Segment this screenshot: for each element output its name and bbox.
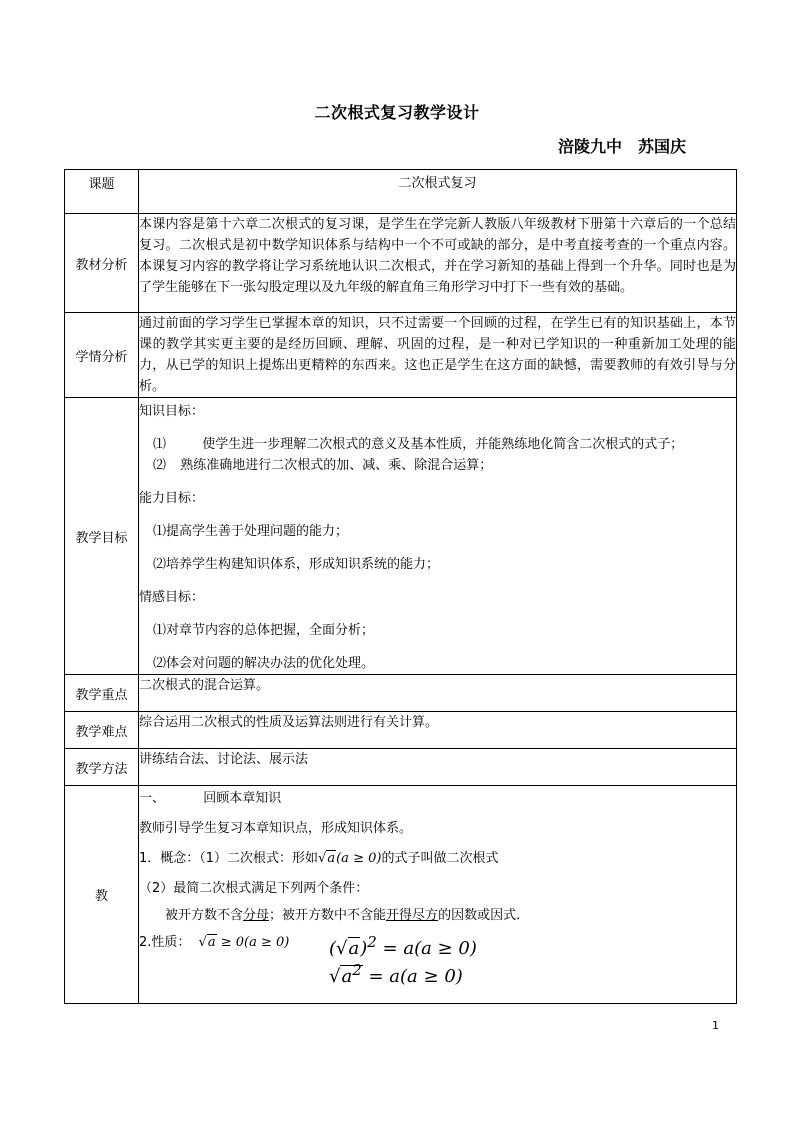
students-label: 学情分析 xyxy=(65,313,139,398)
topic-label: 课题 xyxy=(65,170,139,214)
term-perfect-square: 开得尽方 xyxy=(386,908,439,923)
difficulty-label: 教学难点 xyxy=(65,712,139,749)
table-row-key-point xyxy=(65,675,737,712)
knowledge-item-2-text: 熟练准确地进行二次根式的加、减、乘、除混合运算； xyxy=(180,458,493,473)
table-row-difficulty xyxy=(65,712,737,749)
section-title: 回顾本章知识 xyxy=(203,791,282,806)
material-text: 本课内容是第十六章二次根式的复习课，是学生在学完新人教版八年级教材下册第十六章后的一个总结复习。二次根式是初中数学知识体系与结构中一个不可或缺的部分，是中考直接考查的一个重点内容。本课复习内容的教学将让学习系统地认识二次根式，并在学习新知的基础上得到一个升华。同时也是为了学生能够在下一张勾股定理以及九年级的解直角三角形学习中打下一些有效的基础。 xyxy=(139,214,737,313)
process-label: 教 xyxy=(65,786,139,1004)
table-row-material xyxy=(65,214,737,313)
knowledge-item-2 xyxy=(139,455,736,476)
concept-line xyxy=(139,848,736,869)
knowledge-item-1 xyxy=(139,434,736,455)
term-denominator: 分母 xyxy=(243,908,270,923)
section-number: 一、 xyxy=(139,791,166,806)
sqrt-a-formula: √a(a ≥ 0) xyxy=(318,851,382,866)
students-text: 通过前面的学习学生已掌握本章的知识，只不过需要一个回顾的过程，在学生已有的知识基础上，本节课的教学其实更主要的是经历回顾、理解、巩固的过程，是一种对已学知识的一种重新加工处理的能力，从已学的知识上提炼出更精粹的东西来。这也正是学生在这方面的缺憾，需要教师的有效引导与分析。 xyxy=(139,313,737,398)
material-label: 教材分析 xyxy=(65,214,139,313)
table-row-method xyxy=(65,749,737,786)
goals-label: 教学目标 xyxy=(65,398,139,675)
topic-value: 二次根式复习 xyxy=(139,170,737,214)
ability-item-1: ⑴提高学生善于处理问题的能力； xyxy=(153,524,349,539)
process-intro: 教师引导学生复习本章知识点，形成知识体系。 xyxy=(139,821,413,836)
concept-prefix: 1．概念：（1）二次根式：形如 xyxy=(139,851,319,866)
goals-content xyxy=(139,398,737,675)
knowledge-item-1-text: 使学生进一步理解二次根式的意义及基本性质，并能熟练地化简含二次根式的式子； xyxy=(202,437,684,452)
table-row-students xyxy=(65,313,737,398)
ability-item-2: ⑵培养学生构建知识体系，形成知识系统的能力； xyxy=(153,557,440,572)
emotion-item-2: ⑵体会对问题的解决办法的优化处理。 xyxy=(153,656,375,671)
difficulty-text: 综合运用二次根式的性质及运算法则进行有关计算。 xyxy=(139,712,737,749)
section-heading xyxy=(139,788,736,809)
simplest-conditions: 被开方数不含分母；被开方数中不含能开得尽方的因数或因式． xyxy=(165,908,530,923)
knowledge-item-2-num: ⑵ xyxy=(153,458,167,473)
page-number: 1 xyxy=(712,1019,719,1032)
lesson-plan-table xyxy=(64,169,737,1004)
table-row-topic xyxy=(65,170,737,214)
ability-heading: 能力目标： xyxy=(139,491,205,506)
property-block xyxy=(139,932,736,988)
document-title: 二次根式复习教学设计 xyxy=(314,103,480,122)
concept-suffix: 的式子叫做二次根式 xyxy=(381,851,499,866)
knowledge-heading: 知识目标： xyxy=(139,404,205,419)
author-line: 涪陵九中 苏国庆 xyxy=(557,137,686,156)
property-prefix: 2.性质： xyxy=(139,935,191,950)
table-row-goals xyxy=(65,398,737,675)
knowledge-item-1-num: ⑴ xyxy=(153,437,167,452)
simplest-heading: （2）最简二次根式满足下列两个条件： xyxy=(139,881,369,896)
table-row-process xyxy=(65,786,737,1004)
emotion-heading: 情感目标： xyxy=(139,590,205,605)
key-point-text: 二次根式的混合运算。 xyxy=(139,675,737,712)
emotion-item-1: ⑴对章节内容的总体把握，全面分析； xyxy=(153,623,375,638)
property-formula-1: √a ≥ 0(a ≥ 0) xyxy=(198,935,290,950)
process-content xyxy=(139,786,737,1004)
key-point-label: 教学重点 xyxy=(65,675,139,712)
property-formula-3: $√a^2 = a(a \ge 0)$ xyxy=(329,961,463,987)
method-text: 讲练结合法、讨论法、展示法 xyxy=(139,749,737,786)
method-label: 教学方法 xyxy=(65,749,139,786)
property-formula-2: $(√a)^2 = a(a \ge 0)$ xyxy=(329,933,477,959)
